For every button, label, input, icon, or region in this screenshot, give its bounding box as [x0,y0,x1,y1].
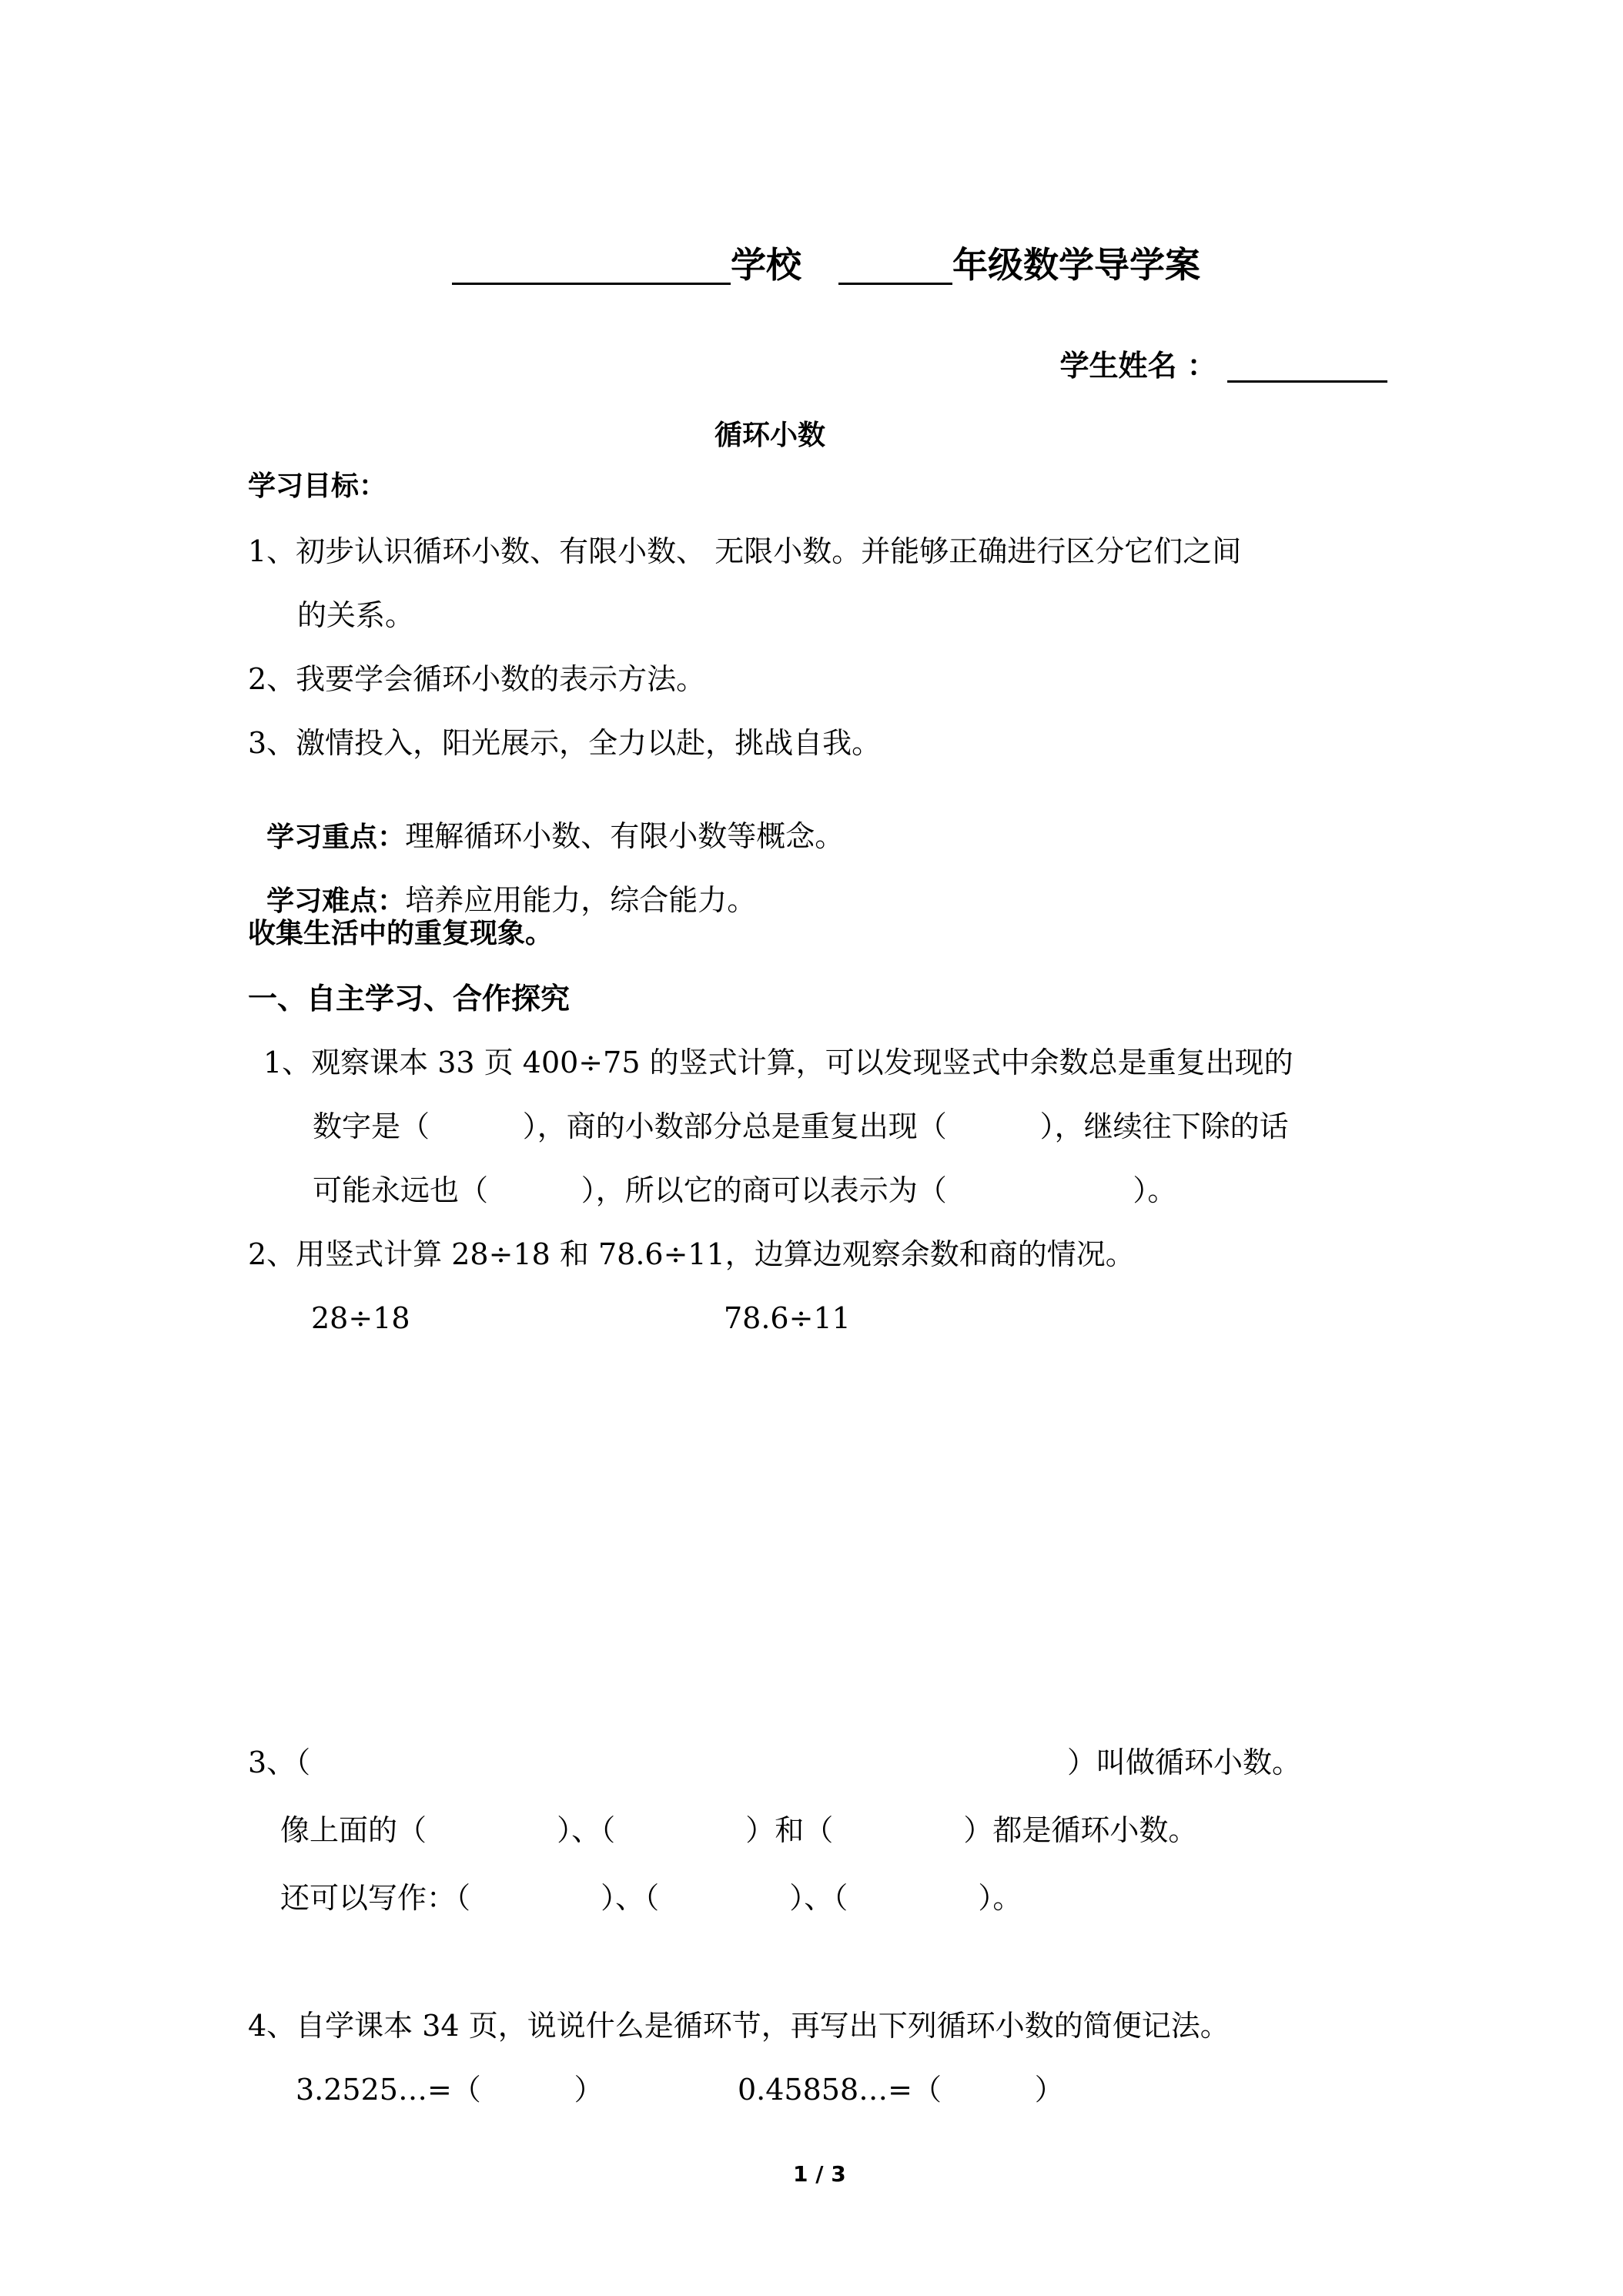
objectives-heading: 学习目标： [248,470,387,502]
question-2-expression-a: 28÷18 [311,1301,410,1335]
question-3-line-2: 像上面的（ ）、（ ）和（ ）都是循环小数。 [280,1813,1198,1847]
question-4-item-a: 3.2525…=（ ） [296,2073,604,2107]
key-point-label: 学习重点： [266,822,406,853]
key-point-text: 理解循环小数、有限小数等概念。 [405,819,845,853]
question-3-line-3: 还可以写作：（ ）、（ ）、（ ）。 [280,1881,1022,1915]
school-suffix: 学校 [731,244,802,286]
objective-item-1-continued: 的关系。 [297,598,415,632]
collect-heading: 收集生活中的重复现象。 [248,918,554,949]
header-title-line [427,212,1200,285]
section-1-heading: 一、自主学习、合作探究 [248,982,571,1016]
student-name-label: 学生姓名 ： [1059,349,1216,383]
objective-item-3: 3、激情投入，阳光展示，全力以赴，挑战自我。 [248,726,882,760]
question-3-line-1-end: ）叫做循环小数。 [1067,1745,1302,1779]
student-name-blank[interactable] [1227,351,1387,383]
question-1-line-2: 数字是（ ），商的小数部分总是重复出现（ ），继续往下除的话 [313,1110,1289,1143]
objective-item-2: 2、我要学会循环小数的表示方法。 [248,662,706,696]
school-name-blank[interactable] [452,247,731,285]
difficulty-line [248,856,756,915]
question-2-text: 2、用竖式计算 28÷18 和 78.6÷11，边算边观察余数和商的情况。 [248,1237,1135,1271]
question-3-line-1-start: 3、（ [248,1745,311,1779]
question-1-line-3: 可能永远也（ ），所以它的商可以表示为（ ）。 [313,1173,1177,1207]
question-4-item-b: 0.45858…=（ ） [738,2073,1064,2107]
question-2-expression-b: 78.6÷11 [724,1301,851,1335]
question-4-text: 4、自学课本 34 页，说说什么是循环节，再写出下列循环小数的简便记法。 [248,2009,1230,2043]
question-1-line-1: 1、观察课本 33 页 400÷75 的竖式计算，可以发现竖式中余数总是重复出现的 [263,1046,1293,1079]
difficulty-label: 学习难点： [266,885,406,917]
key-point-line [248,792,844,852]
page-indicator: 1 / 3 [793,2161,846,2187]
student-name-line [1039,322,1387,383]
page-title: 循环小数 [714,420,826,451]
objective-item-1: 1、初步认识循环小数、有限小数、 无限小数。并能够正确进行区分它们之间 [248,534,1242,568]
grade-suffix: 年级数学导学案 [952,244,1201,286]
grade-blank[interactable] [838,247,952,285]
difficulty-text: 培养应用能力，综合能力。 [405,883,757,917]
